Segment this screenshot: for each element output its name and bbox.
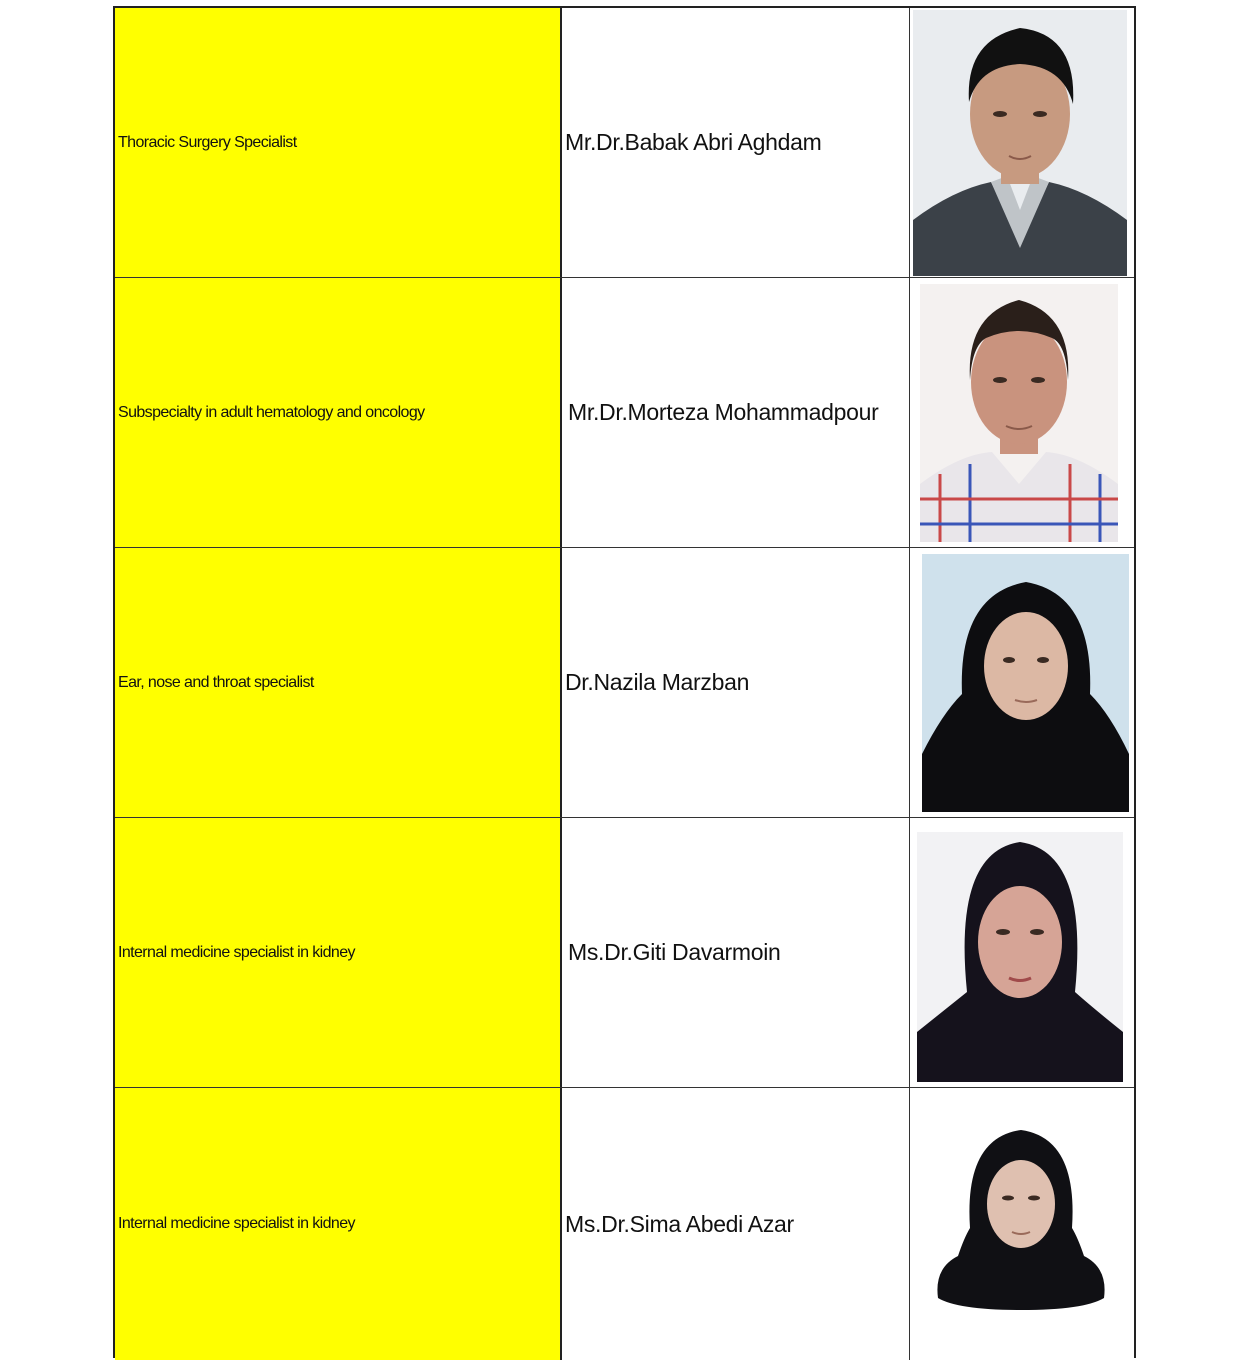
specialty-cell <box>115 818 562 1087</box>
doctor-name: Ms.Dr.Giti Davarmoin <box>568 939 781 965</box>
name-cell <box>562 8 910 277</box>
female-portrait-photo-icon <box>917 832 1123 1082</box>
photo-cell <box>910 278 1134 547</box>
name-cell <box>562 1088 910 1360</box>
photo-cell <box>910 818 1134 1087</box>
male-portrait-photo-icon <box>920 284 1118 542</box>
specialty-cell <box>115 548 562 817</box>
specialty-label: Ear, nose and throat specialist <box>118 673 314 691</box>
specialty-label: Subspecialty in adult hematology and oncology <box>118 403 425 421</box>
name-cell <box>562 278 910 547</box>
specialty-cell <box>115 8 562 277</box>
table-row <box>115 8 1134 278</box>
photo-cell <box>910 548 1134 817</box>
table-row <box>115 1088 1134 1360</box>
female-portrait-photo-icon <box>934 1128 1108 1310</box>
specialty-label: Internal medicine specialist in kidney <box>118 943 355 961</box>
table-row <box>115 278 1134 548</box>
male-portrait-photo-icon <box>913 10 1127 276</box>
doctor-name: Mr.Dr.Morteza Mohammadpour <box>568 399 879 425</box>
name-cell <box>562 818 910 1087</box>
specialty-label: Internal medicine specialist in kidney <box>118 1215 355 1232</box>
specialty-label: Thoracic Surgery Specialist <box>118 133 297 151</box>
doctor-name: Dr.Nazila Marzban <box>565 669 750 695</box>
table-row <box>115 548 1134 818</box>
table-row <box>115 818 1134 1088</box>
specialty-cell <box>115 278 562 547</box>
doctor-name: Mr.Dr.Babak Abri Aghdam <box>565 129 822 155</box>
photo-cell <box>910 1088 1134 1360</box>
photo-cell <box>910 8 1134 277</box>
doctor-name: Ms.Dr.Sima Abedi Azar <box>565 1210 794 1237</box>
doctors-table <box>113 6 1136 1358</box>
specialty-cell <box>115 1088 562 1360</box>
name-cell <box>562 548 910 817</box>
female-portrait-photo-icon <box>922 554 1129 812</box>
